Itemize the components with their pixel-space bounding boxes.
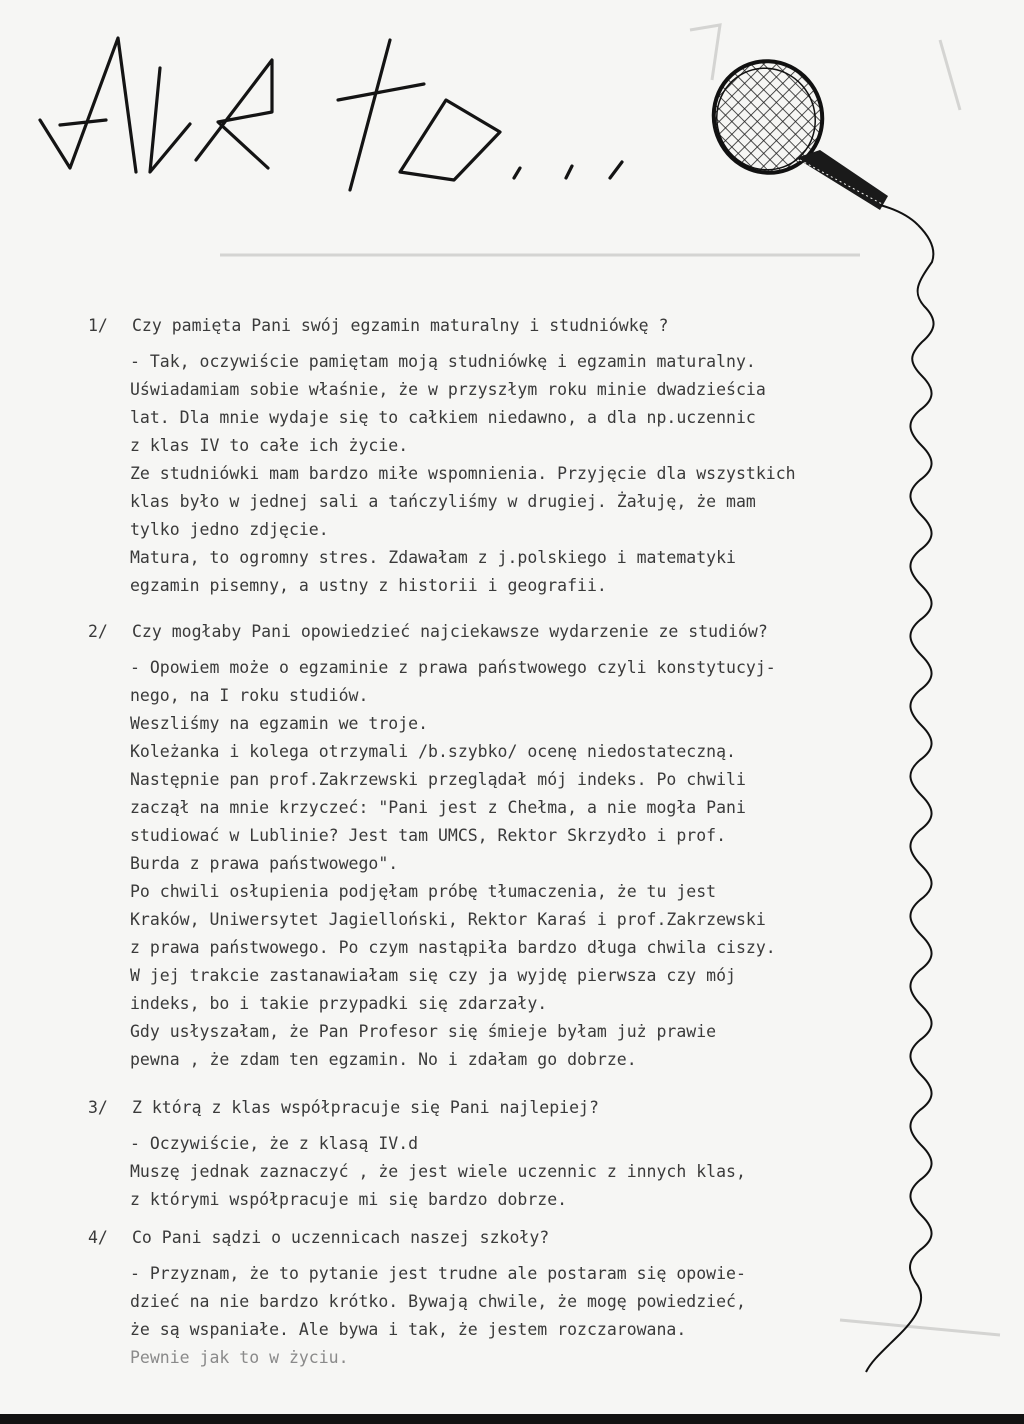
answer-4 — [130, 1260, 890, 1372]
answer-line: tylko jedno zdjęcie. — [130, 520, 329, 539]
answer-line: z którymi współpracuje mi się bardzo dobrze. — [130, 1190, 568, 1209]
answer-line: Kraków, Uniwersytet Jagielloński, Rektor Karaś i prof.Zakrzewski — [130, 910, 766, 929]
answer-line: - Tak, oczywiście pamiętam moją studniówkę i egzamin maturalny. — [130, 352, 756, 371]
answer-3 — [130, 1130, 890, 1214]
answer-line: Muszę jednak zaznaczyć , że jest wiele uczennic z innych klas, — [130, 1162, 746, 1181]
answer-1 — [130, 348, 890, 600]
answer-line: z prawa państwowego. Po czym nastąpiła bardzo długa chwila ciszy. — [130, 938, 776, 957]
answer-line: dzieć na nie bardzo krótko. Bywają chwile, że mogę powiedzieć, — [130, 1292, 746, 1311]
question-text: Czy mogłaby Pani opowiedzieć najciekawsze wydarzenie ze studiów? — [132, 622, 768, 641]
answer-line: Uświadamiam sobie właśnie, że w przyszłym roku minie dwadzieścia — [130, 380, 766, 399]
answer-line: - Oczywiście, że z klasą IV.d — [130, 1134, 419, 1153]
answer-line: lat. Dla mnie wydaje się to całkiem niedawno, a dla np.uczennic — [130, 408, 756, 427]
answer-line: Pewnie jak to w życiu. — [130, 1348, 349, 1367]
answer-line: W jej trakcie zastanawiałam się czy ja wyjdę pierwsza czy mój — [130, 966, 736, 985]
answer-2 — [130, 654, 890, 1074]
answer-line: nego, na I roku studiów. — [130, 686, 369, 705]
scan-bottom-edge — [0, 1414, 1024, 1424]
question-number: 1/ — [88, 316, 108, 335]
question-number: 2/ — [88, 622, 108, 641]
question-number: 3/ — [88, 1098, 108, 1117]
question-text: Czy pamięta Pani swój egzamin maturalny i studniówkę ? — [132, 316, 669, 335]
answer-line: Burda z prawa państwowego". — [130, 854, 399, 873]
answer-line: zaczął na mnie krzyczeć: "Pani jest z Chełma, a nie mogła Pani — [130, 798, 746, 817]
answer-line: Koleżanka i kolega otrzymali /b.szybko/ ocenę niedostateczną. — [130, 742, 736, 761]
answer-line: Matura, to ogromny stres. Zdawałam z j.polskiego i matematyki — [130, 548, 736, 567]
answer-line: Następnie pan prof.Zakrzewski przeglądał mój indeks. Po chwili — [130, 770, 746, 789]
answer-line: Weszliśmy na egzamin we troje. — [130, 714, 429, 733]
answer-line: - Opowiem może o egzaminie z prawa państwowego czyli konstytucyj- — [130, 658, 776, 677]
answer-line: Gdy usłyszałam, że Pan Profesor się śmieje byłam już prawie — [130, 1022, 717, 1041]
handwritten-heading-art — [0, 0, 1024, 200]
answer-line: Po chwili osłupienia podjęłam próbę tłumaczenia, że tu jest — [130, 882, 717, 901]
answer-line: studiować w Lublinie? Jest tam UMCS, Rektor Skrzydło i prof. — [130, 826, 727, 845]
question-number: 4/ — [88, 1228, 108, 1247]
question-text: Z którą z klas współpracuje się Pani najlepiej? — [132, 1098, 599, 1117]
question-text: Co Pani sądzi o uczennicach naszej szkoły? — [132, 1228, 550, 1247]
answer-line: że są wspaniałe. Ale bywa i tak, że jestem rozczarowana. — [130, 1320, 687, 1339]
answer-line: z klas IV to całe ich życie. — [130, 436, 409, 455]
answer-line: indeks, bo i takie przypadki się zdarzały. — [130, 994, 548, 1013]
answer-line: - Przyznam, że to pytanie jest trudne ale postaram się opowie- — [130, 1264, 746, 1283]
answer-line: klas było w jednej sali a tańczyliśmy w drugiej. Żałuję, że mam — [130, 492, 756, 511]
answer-line: pewna , że zdam ten egzamin. No i zdałam go dobrze. — [130, 1050, 637, 1069]
answer-line: Ze studniówki mam bardzo miłe wspomnienia. Przyjęcie dla wszystkich — [130, 464, 796, 483]
answer-line: egzamin pisemny, a ustny z historii i geografii. — [130, 576, 607, 595]
